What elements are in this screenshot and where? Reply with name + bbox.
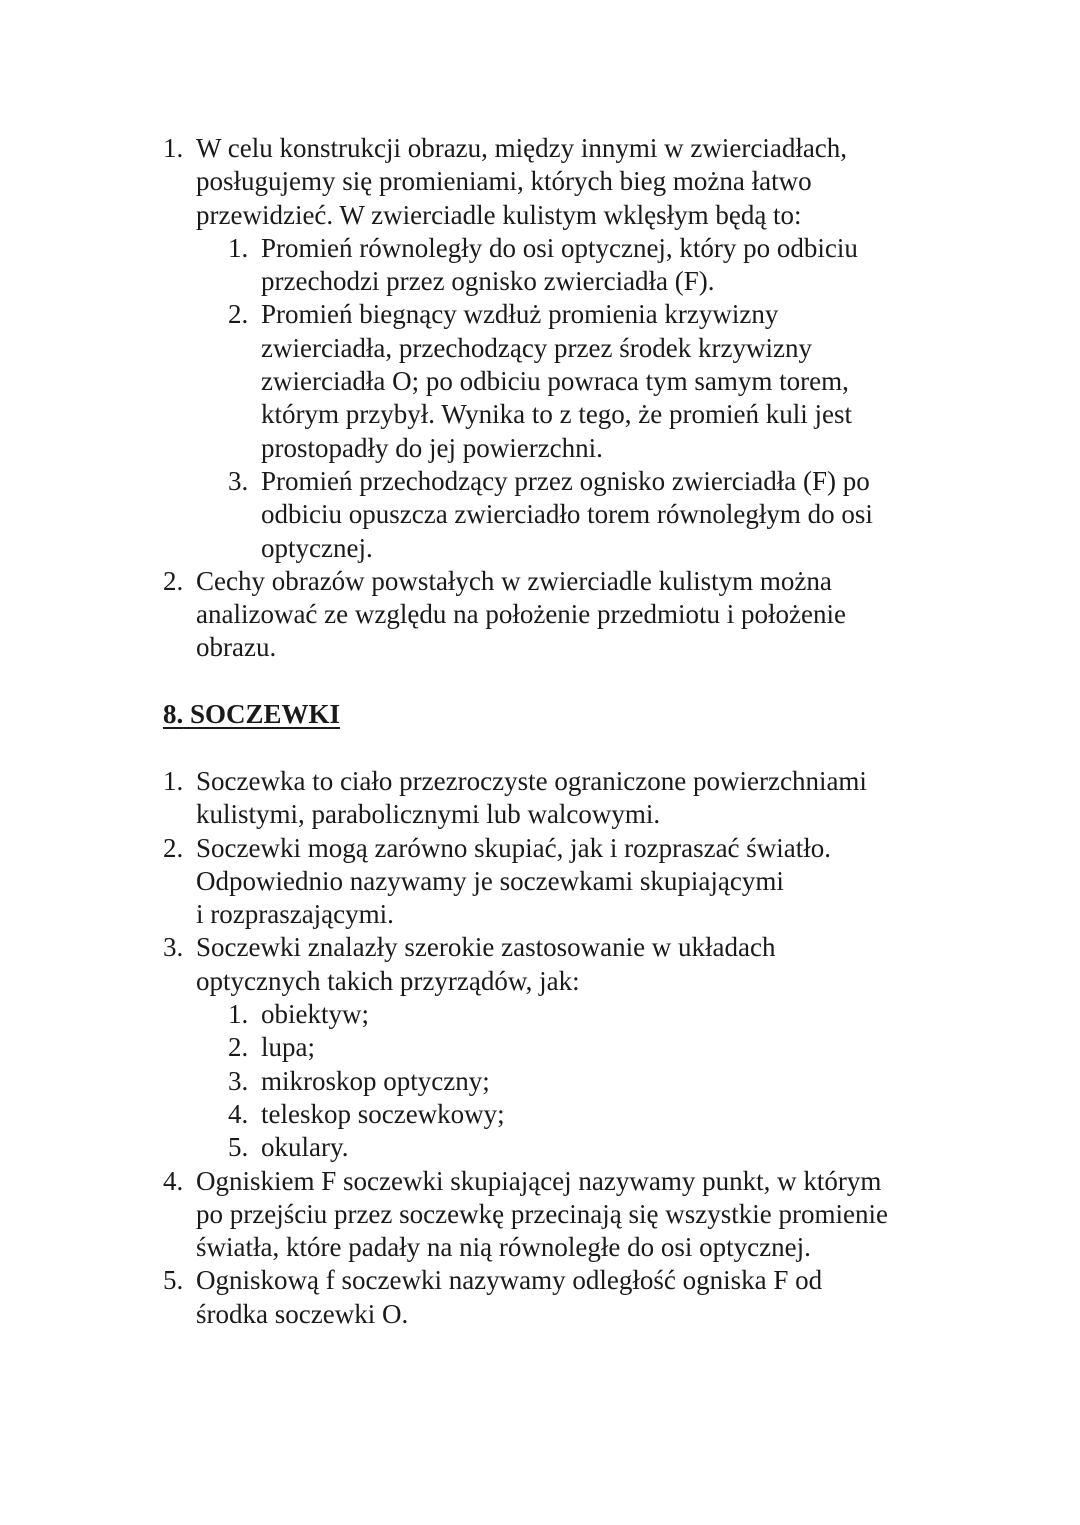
- item-text: W celu konstrukcji obrazu, między innymi w zwierciadłach, posługujemy się promieniami, których bieg można łatwo przewidzieć. W zwierciadle kulistym wklęsłym będą to:: [196, 133, 848, 230]
- list-item: [0, 565, 1080, 665]
- list-item: [0, 832, 1080, 932]
- item-number: 2.: [163, 832, 184, 863]
- mirror-list: [0, 132, 1080, 665]
- sub-list-item: [0, 1065, 1080, 1098]
- sub-item-text: mikroskop optyczny;: [261, 1065, 490, 1096]
- lens-list: [0, 765, 1080, 1331]
- item-number: 3.: [163, 932, 184, 963]
- sub-item-number: 4.: [228, 1098, 249, 1129]
- section-heading: [163, 698, 340, 731]
- sub-list-item: [0, 1131, 1080, 1164]
- section-title: SOCZEWKI: [190, 699, 341, 729]
- item-text: Soczewki znalazły szerokie zastosowanie w układach optycznych takich przyrządów, jak:: [196, 932, 776, 996]
- list-item: [0, 931, 1080, 1164]
- sub-list-item: [0, 1098, 1080, 1131]
- sub-list-item: [0, 465, 1080, 565]
- sub-item-text: lupa;: [261, 1032, 315, 1063]
- sub-item-number: 1.: [228, 232, 249, 263]
- sub-list-item: [0, 1031, 1080, 1064]
- item-number: 5.: [163, 1265, 184, 1296]
- sub-list-item: [0, 998, 1080, 1031]
- sub-item-text: Promień równoległy do osi optycznej, który po odbiciu przechodzi przez ognisko zwierciadła (F).: [261, 232, 858, 297]
- item-number: 4.: [163, 1165, 184, 1196]
- sub-list-item: [0, 232, 1080, 299]
- item-number: 1.: [163, 133, 184, 163]
- sub-item-number: 3.: [228, 465, 249, 496]
- sub-item-number: 2.: [228, 1032, 249, 1063]
- sub-list-item: [0, 298, 1080, 464]
- list-item: [0, 765, 1080, 832]
- item-text: Ogniskową f soczewki nazywamy odległość ogniska F od środka soczewki O.: [196, 1265, 823, 1329]
- section-number: 8.: [163, 699, 184, 729]
- sub-item-number: 3.: [228, 1065, 249, 1096]
- sub-item-number: 5.: [228, 1132, 249, 1163]
- item-text: Cechy obrazów powstałych w zwierciadle kulistym można analizować ze względu na położenie przedmiotu i położenie obrazu.: [196, 565, 846, 663]
- sub-item-text: Promień biegnący wzdłuż promienia krzywizny zwierciadła, przechodzący przez środek krzywizny zwierciadła O; po odbiciu powraca tym samym torem, którym przybył. Wynika to z tego, że promień kuli jest prostopadły do jej powierzchni.: [261, 299, 852, 463]
- sub-item-text: teleskop soczewkowy;: [261, 1098, 505, 1129]
- list-item: [0, 1165, 1080, 1265]
- item-number: 2.: [163, 565, 184, 596]
- list-item: [0, 132, 1080, 565]
- item-text: Soczewki mogą zarówno skupiać, jak i rozpraszać światło. Odpowiednio nazywamy je soczewkami skupiającymi i rozpraszającymi.: [196, 832, 832, 930]
- sub-item-text: obiektyw;: [261, 999, 369, 1030]
- item-text: Soczewka to ciało przezroczyste ograniczone powierzchniami kulistymi, parabolicznymi lub walcowymi.: [196, 766, 867, 830]
- sub-item-text: Promień przechodzący przez ognisko zwierciadła (F) po odbiciu opuszcza zwierciadło torem równoległym do osi optycznej.: [261, 465, 873, 563]
- item-number: 1.: [163, 766, 184, 796]
- sub-item-number: 1.: [228, 999, 249, 1030]
- item-text: Ogniskiem F soczewki skupiającej nazywamy punkt, w którym po przejściu przez soczewkę przecinają się wszystkie promienie światła, które padały na nią równoległe do osi optycznej.: [196, 1165, 888, 1263]
- sub-item-text: okulary.: [261, 1132, 349, 1163]
- sub-item-number: 2.: [228, 299, 249, 330]
- list-item: [0, 1264, 1080, 1331]
